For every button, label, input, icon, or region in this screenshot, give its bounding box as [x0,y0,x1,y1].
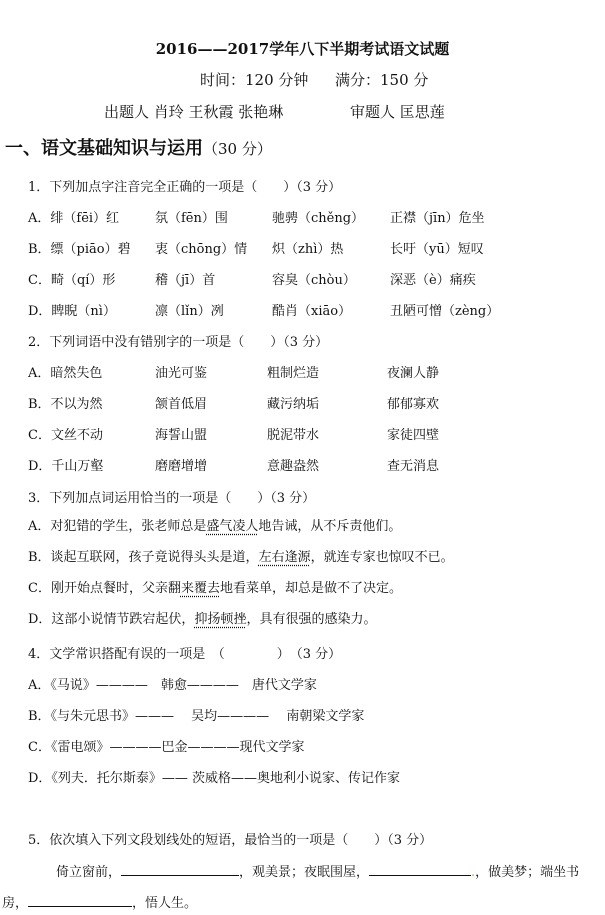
dotted-word: 抑扬顿挫 [194,612,247,627]
option-cell: 粗制烂造 [267,366,320,381]
option-cell: B．不以为然 [28,397,103,412]
option-cell: A．绯（fēi）红 [28,211,120,226]
option-a [28,515,401,534]
option-text: ，具有很强的感染力。 [246,612,377,627]
option-b: B．《与朱元思书》——— 吴均———— 南朝梁文学家 [28,709,365,724]
fill-blank-1[interactable] [121,861,239,876]
section-title: 一、语文基础知识与运用 [5,138,203,159]
option-cell: 查无消息 [387,459,440,474]
section-points: （30 分） [203,140,272,158]
passage-text: ，做美梦；端坐书 [475,865,580,880]
section-heading [5,134,272,160]
option-cell: 油光可鉴 [155,366,208,381]
option-cell: 深恶（è）痛疾 [390,273,476,288]
option-cell: 凛（lǐn）冽 [155,304,224,319]
option-text: C．刚开始点餐时，父亲翻 [28,581,181,596]
option-d: D．《列夫．托尔斯泰》—— 茨威格——奥地利小说家、传记作家 [28,771,401,786]
option-cell: 意趣盎然 [267,459,320,474]
option-cell: 驰骋（chěng） [272,211,365,226]
option-text: 地告诫，从不斥责他们。 [258,519,402,534]
option-cell: D．睥睨（nì） [28,304,116,319]
question-stem: 5．依次填入下列文段划线处的短语，最恰当的一项是（ ）（3 分） [28,833,433,848]
fill-blank-2[interactable] [369,861,471,876]
option-cell: D．千山万壑 [28,459,104,474]
passage-text: 房， [2,896,29,911]
question-stem: 1．下列加点字注音完全正确的一项是（ ）（3 分） [28,180,342,195]
option-cell: C．畸（qí）形 [28,273,116,288]
option-text: B．谈起互联网，孩子竟说得头头是道， [28,550,259,565]
option-cell: 酷肖（xiāo） [272,304,352,319]
option-cell: 颔首低眉 [155,397,208,412]
stray-mark: . [471,865,476,880]
passage-text: 倚立窗前， [56,865,122,880]
option-cell: 夜澜人静 [387,366,440,381]
option-cell: 郁郁寡欢 [387,397,440,412]
question-stem: 3．下列加点词运用恰当的一项是（ ）（3 分） [28,491,316,506]
exam-time: 时间：120 分钟 [200,71,309,89]
option-text: ，就连专家也惊叹不已。 [310,550,454,565]
passage-line-1 [56,861,579,880]
option-cell: B．缥（piāo）碧 [28,242,131,257]
option-cell: 长吁（yū）短叹 [390,242,484,257]
option-text: A．对犯错的学生，张老师总是 [28,519,207,534]
option-cell: C．文丝不动 [28,428,103,443]
option-cell: 藏污纳垢 [267,397,320,412]
option-cell: A．暗然失色 [28,366,103,381]
option-cell: 磨磨增增 [155,459,208,474]
option-cell: 氛（fēn）围 [155,211,228,226]
passage-line-2 [2,892,197,911]
option-cell: 容臭（chòu） [272,273,356,288]
exam-title: 2016——2017学年八下半期考试语文试题 [155,40,450,58]
dotted-word: 来覆去 [180,581,220,596]
dotted-word: 左右逢源 [258,550,311,565]
option-cell: 海誓山盟 [155,428,208,443]
passage-text: ，观美景；夜眠围屋， [239,865,370,880]
exam-reviewer: 审题人 匡思莲 [350,103,445,121]
option-cell: 丑陋可憎（zèng） [390,304,500,319]
option-cell: 家徒四壁 [387,428,440,443]
option-text: D．这部小说情节跌宕起伏， [28,612,195,627]
dotted-word: 盛气凌人 [206,519,259,534]
passage-text: ，悟人生。 [132,896,198,911]
option-cell: 炽（zhì）热 [272,242,344,257]
question-stem: 2．下列词语中没有错别字的一项是（ ）（3 分） [28,335,329,350]
exam-score: 满分：150 分 [335,71,429,89]
exam-setter: 出题人 肖玲 王秋霞 张艳琳 [104,103,284,121]
question-stem: 4．文学常识搭配有误的一项是 （ ） （3 分） [28,647,342,662]
option-cell: 正襟（jīn）危坐 [390,211,485,226]
option-b [28,546,454,565]
fill-blank-3[interactable] [28,892,132,907]
option-c [28,577,402,596]
option-cell: 稽（jī）首 [155,273,216,288]
option-cell: 衷（chōng）情 [155,242,248,257]
option-text: 地看菜单，却总是做不了决定。 [219,581,402,596]
option-d [28,608,376,627]
option-c: C．《雷电颂》————巴金————现代文学家 [28,740,305,755]
option-cell: 脱泥带水 [267,428,320,443]
option-a: A．《马说》———— 韩愈———— 唐代文学家 [28,678,317,693]
